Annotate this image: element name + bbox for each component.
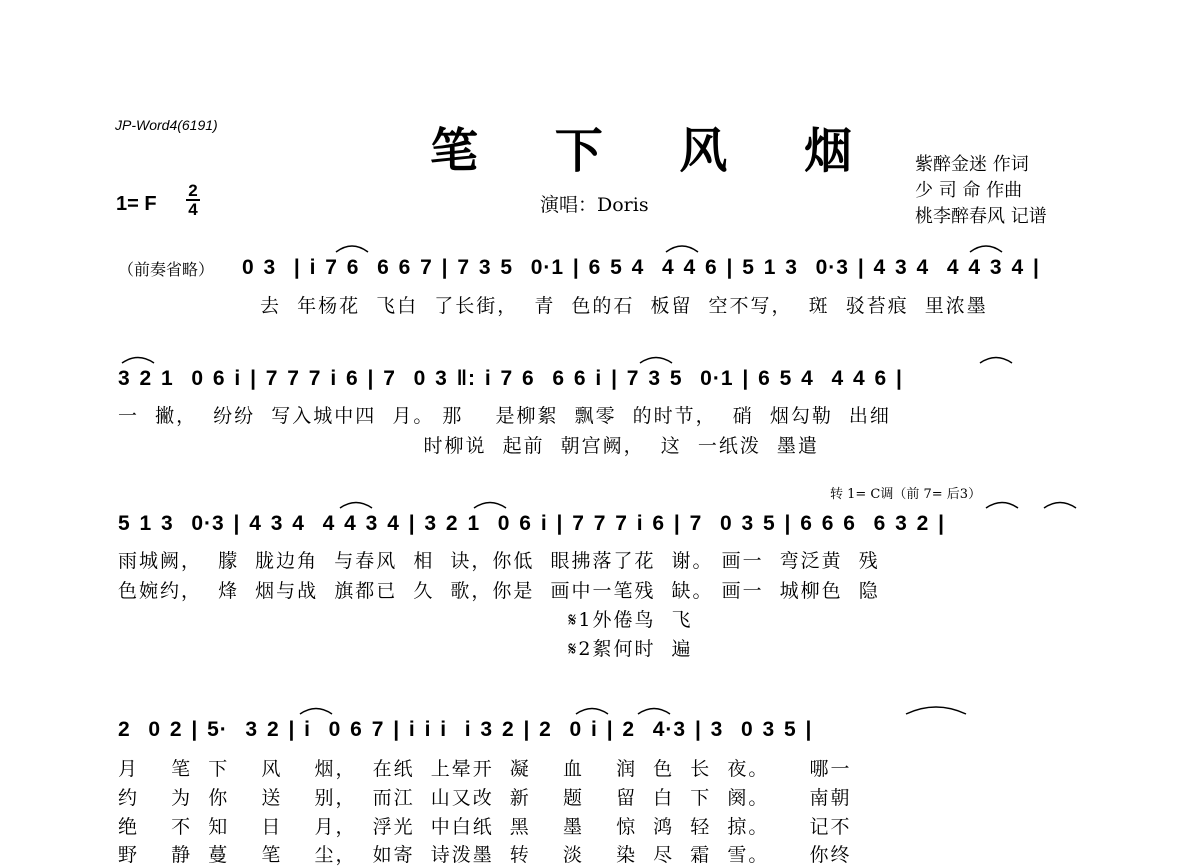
transcriber-credit: 桃李醉春风 记谱 <box>915 206 1047 227</box>
system-3-lyrics-verse-1: 雨城阙， 朦 胧边角 与春风 相 诀，你低 眼拂落了花 谢。 画一 弯泛黄 残 <box>118 550 880 572</box>
system-3-lyrics-segno-1: 𝄋1外倦鸟 飞 <box>118 609 693 631</box>
lyricist-credit: 紫醉金迷 作词 <box>915 154 1029 175</box>
prelude-note: （前奏省略） <box>118 260 215 279</box>
time-numerator: 2 <box>188 181 198 200</box>
system-3-notes: 5 1 3 0·3 | 4 3 4 4 4 3 4 | 3 2 1 0 6 i | 7 7 7 i 6 | 7 0 3 5 | 6 6 6 6 3 2 | <box>118 512 946 535</box>
time-denominator: 4 <box>188 200 198 219</box>
singer-credit: 演唱：Doris <box>540 194 649 216</box>
key-signature: 1= F <box>116 193 157 215</box>
system-4-lyrics-verse-1: 月 笔 下 风 烟， 在纸 上晕开 凝 血 润 色 长 夜。 哪一 <box>118 758 852 780</box>
system-1-notes: 0 3 | i 7 6 6 6 7 | 7 3 5 0·1 | 6 5 4 4 4 6 | 5 1 3 0·3 | 4 3 4 4 4 3 4 | <box>242 256 1040 279</box>
song-title: 笔 下 风 烟 <box>430 123 883 179</box>
system-4-lyrics-verse-2: 约 为 你 送 别， 而江 山又改 新 题 留 白 下 阕。 南朝 <box>118 787 852 809</box>
software-version: JP-Word4(6191) <box>115 117 218 133</box>
system-2-notes: 3 2 1 0 6 i | 7 7 7 i 6 | 7 0 3 ‖: i 7 6 6 6 i | 7 3 5 0·1 | 6 5 4 4 4 6 | <box>118 367 903 390</box>
system-4-lyrics-verse-3: 绝 不 知 日 月， 浮光 中白纸 黑 墨 惊 鸿 轻 掠。 记不 <box>118 816 852 838</box>
system-4-notes: 2 0 2 | 5· 3 2 | i 0 6 7 | i i i i 3 2 | 2 0 i | 2 4·3 | 3 0 3 5 | <box>118 718 813 741</box>
system-2-lyrics-verse-2: 时柳说 起前 朝宫阙， 这 一纸泼 墨遣 <box>118 435 819 457</box>
system-4-lyrics-verse-4: 野 静 蔓 笔 尘， 如寄 诗泼墨 转 淡 染 尽 霜 雪。 你终 <box>118 844 852 866</box>
system-3-lyrics-segno-2: 𝄋2絮何时 遍 <box>118 638 693 660</box>
system-2-lyrics-verse-1: 一 撇， 纷纷 写入城中四 月。 那 是柳絮 飘零 的时节， 硝 烟勾勒 出细 <box>118 405 891 427</box>
composer-credit: 少 司 命 作曲 <box>915 180 1023 201</box>
system-3-lyrics-verse-2: 色婉约， 烽 烟与战 旗都已 久 歌，你是 画中一笔残 缺。 画一 城柳色 隐 <box>118 580 880 602</box>
modulation-marking: 转 1= C调（前 7= 后3） <box>830 487 982 502</box>
system-1-lyrics-verse-1: 去 年杨花 飞白 了长街， 青 色的石 板留 空不写， 斑 驳苔痕 里浓墨 <box>260 295 988 317</box>
